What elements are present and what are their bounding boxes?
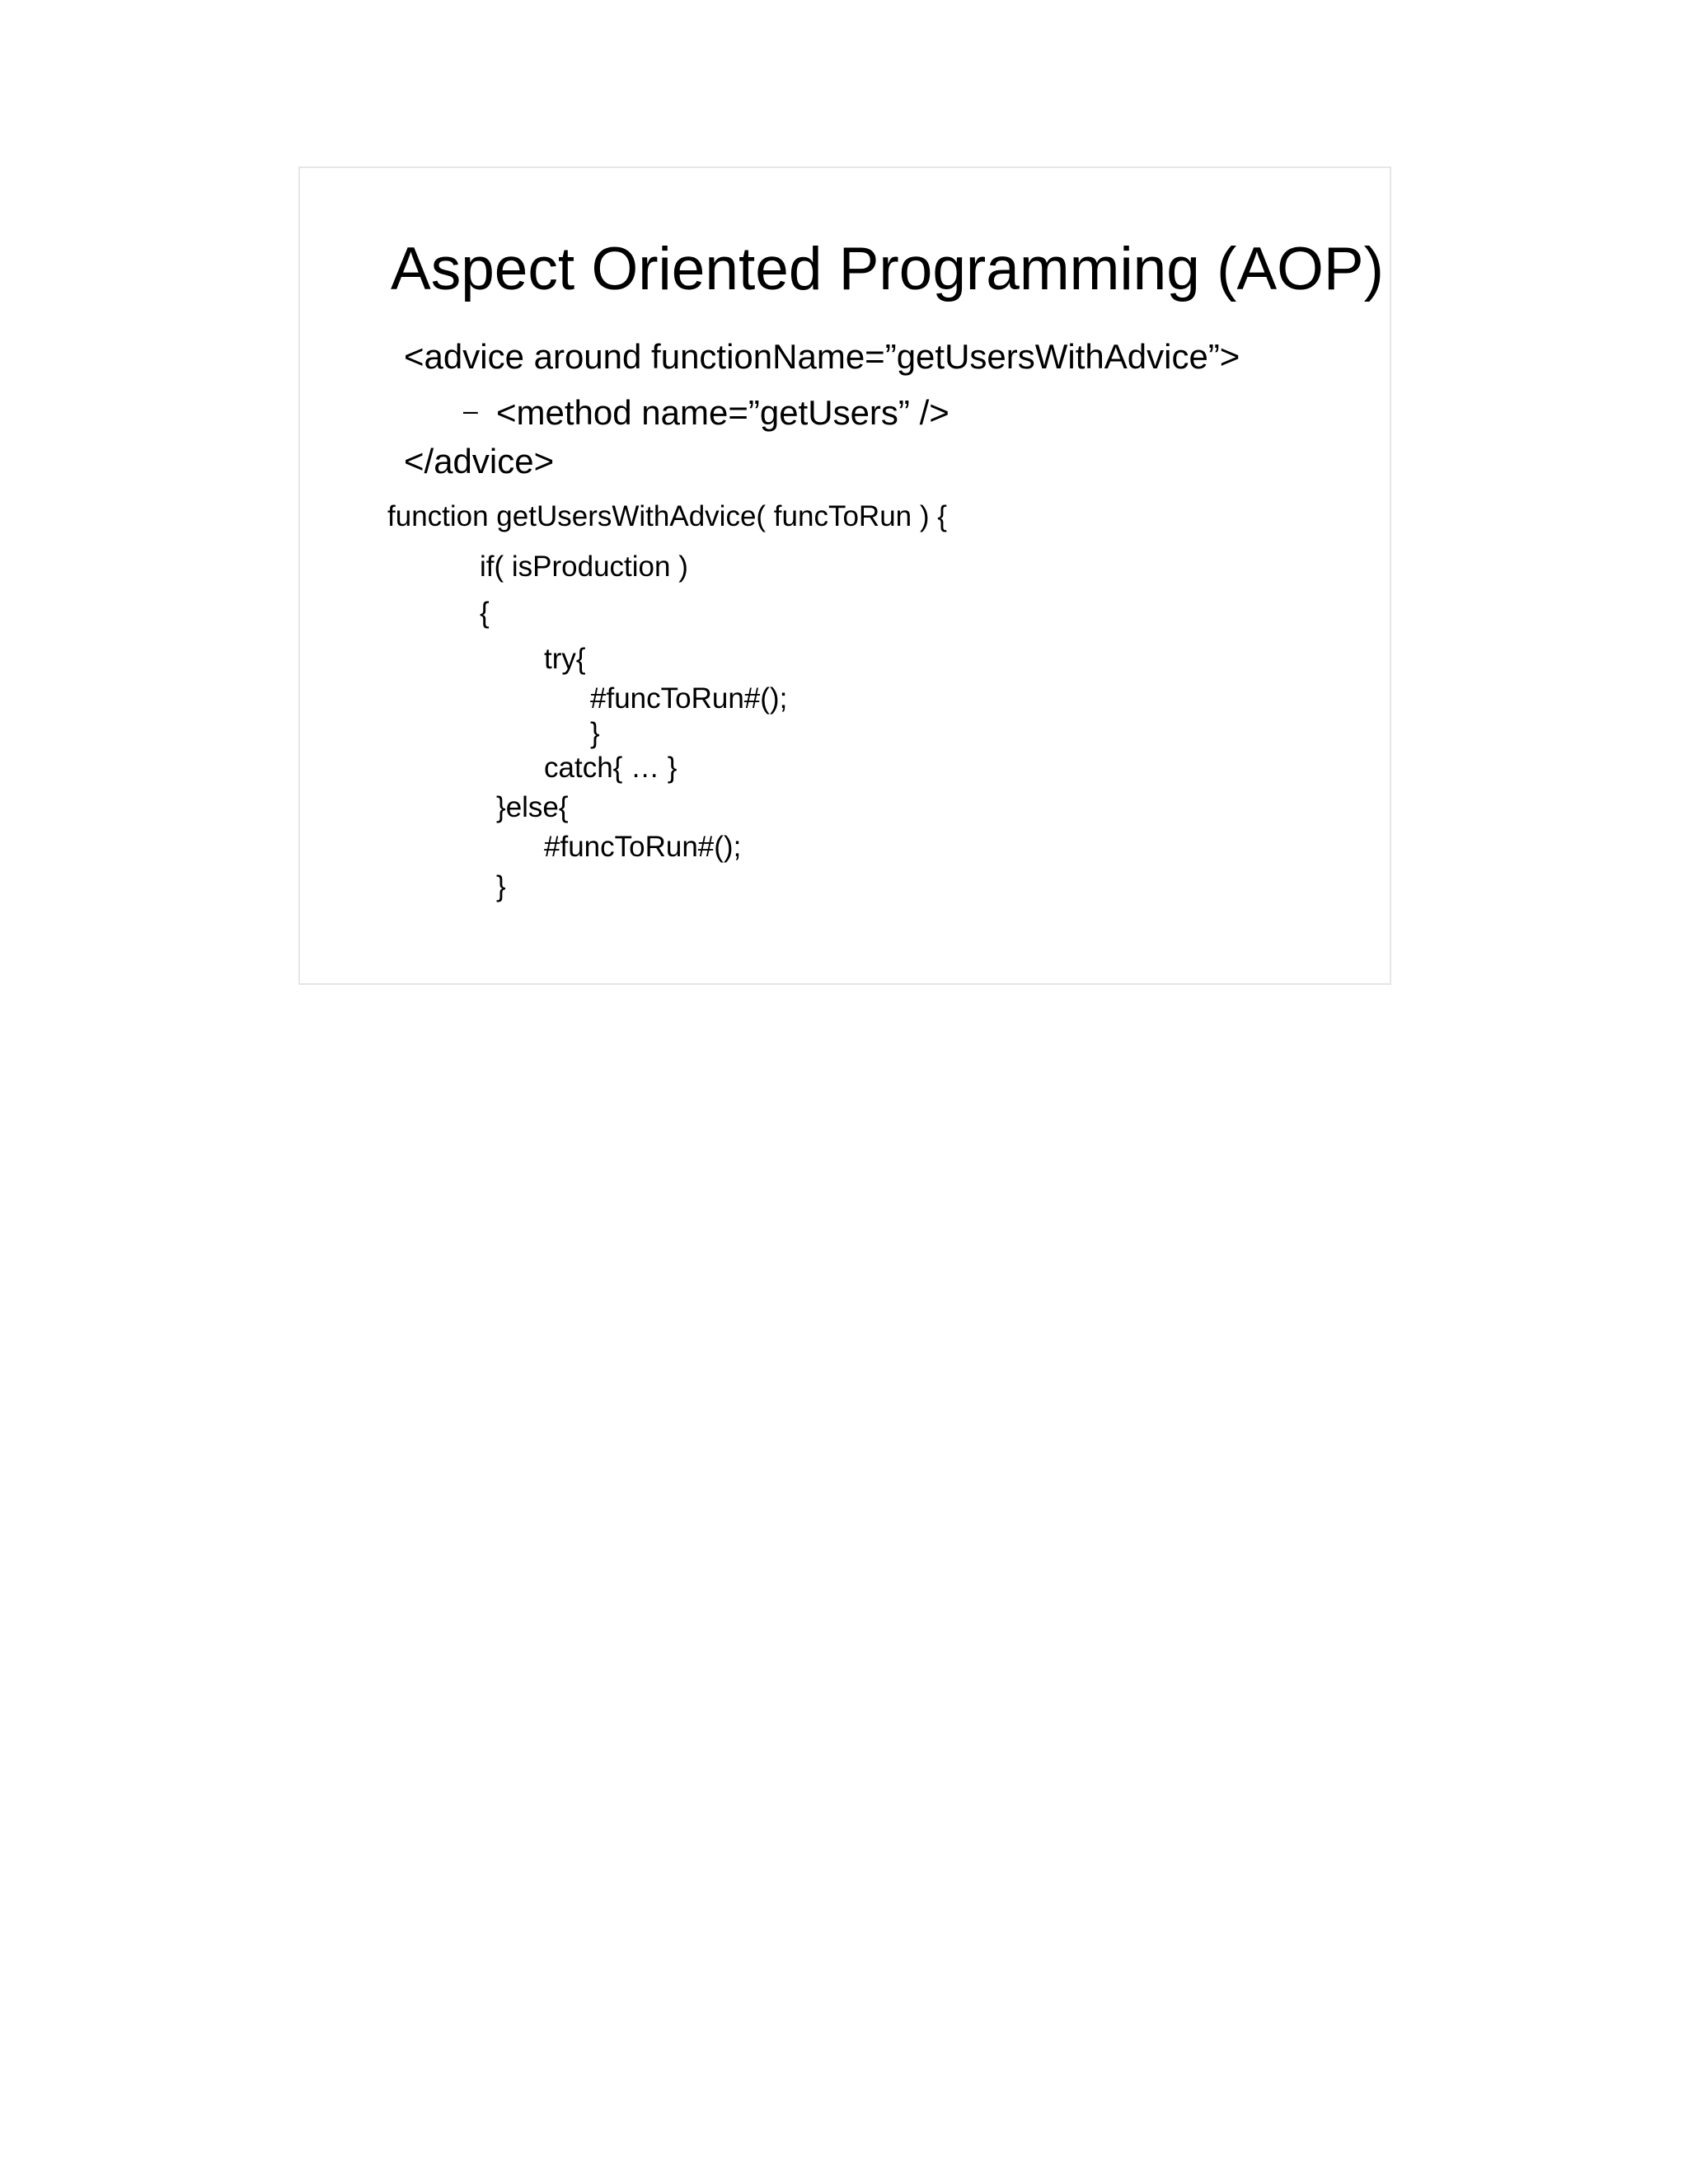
code-line-close-try: } xyxy=(590,717,600,749)
code-line-else: }else{ xyxy=(496,791,569,823)
code-line-open-brace: { xyxy=(480,597,490,629)
code-line-func-call-2: #funcToRun#(); xyxy=(544,831,742,863)
bullet-dash: – xyxy=(463,396,478,425)
advice-open-tag: <advice around functionName=”getUsersWithAdvice”> xyxy=(404,337,1240,376)
advice-close-tag: </advice> xyxy=(404,442,555,480)
code-line-close-else: } xyxy=(496,870,506,902)
code-line-try: try{ xyxy=(544,643,586,675)
slide xyxy=(298,166,1391,985)
code-line-if: if( isProduction ) xyxy=(480,551,688,583)
code-line-function: function getUsersWithAdvice( funcToRun ) { xyxy=(387,500,947,532)
slide-title: Aspect Oriented Programming (AOP) xyxy=(391,236,1384,302)
code-line-catch: catch{ … } xyxy=(544,752,678,784)
method-tag: <method name=”getUsers” /> xyxy=(496,393,950,432)
code-line-func-call-1: #funcToRun#(); xyxy=(590,682,788,715)
